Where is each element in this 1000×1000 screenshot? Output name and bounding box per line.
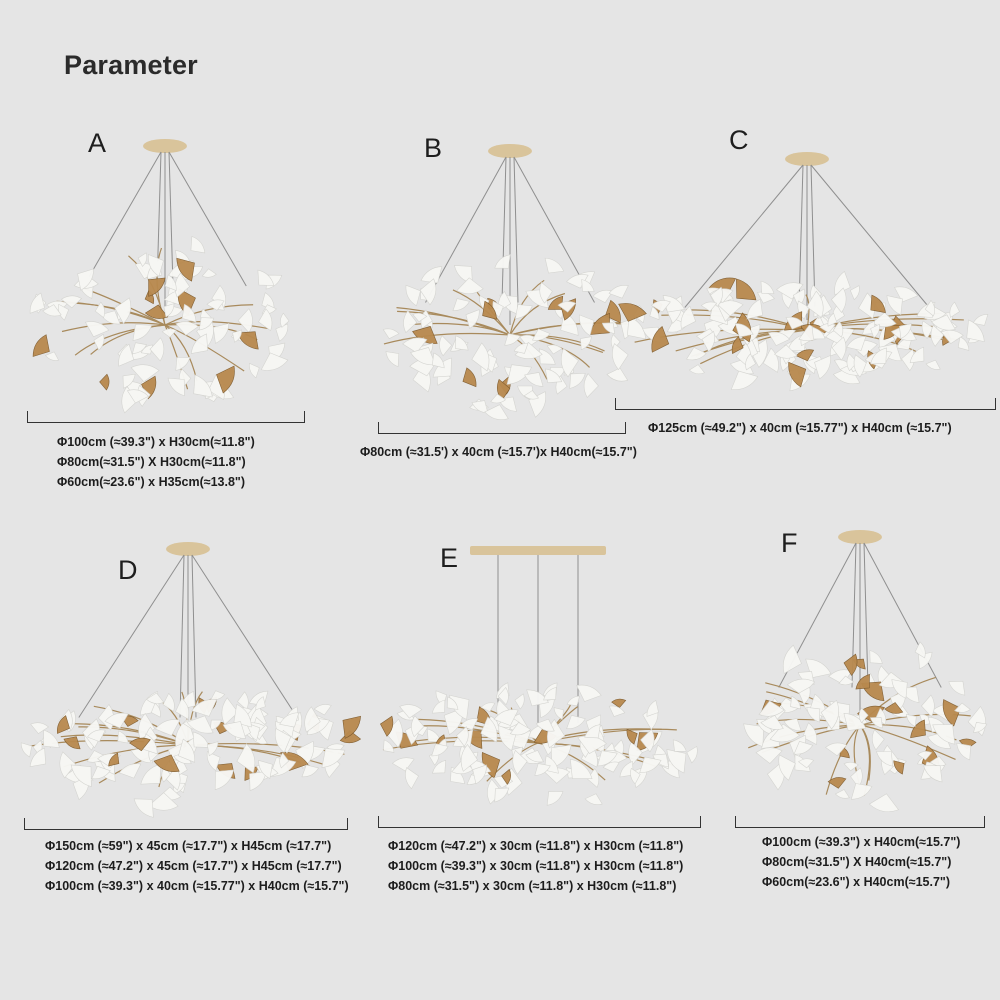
chandelier-f-image — [725, 525, 995, 810]
white-leaf — [439, 335, 452, 356]
dimension-bracket-b — [378, 422, 626, 434]
canopy-plate — [488, 144, 532, 158]
spec-line: Φ100cm (≈39.3") x 30cm (≈11.8") x H30cm (≈11.8") — [388, 859, 684, 873]
spec-list-a — [57, 432, 255, 492]
white-leaf — [562, 710, 587, 731]
white-leaf — [162, 328, 177, 338]
white-leaf — [689, 363, 706, 375]
spec-list-c — [648, 418, 952, 438]
spec-list-b — [360, 442, 637, 462]
canopy-plate — [785, 152, 829, 166]
white-leaf — [150, 338, 164, 361]
spec-list-f — [762, 832, 960, 892]
white-leaf — [541, 784, 565, 807]
white-leaf — [469, 342, 491, 373]
spec-line: Φ60cm(≈23.6") x H35cm(≈13.8") — [57, 475, 246, 489]
white-leaf — [948, 301, 961, 319]
spec-line: Φ100cm (≈39.3") x 40cm (≈15.77") x H40cm (≈15.7") — [45, 879, 349, 893]
gold-leaf — [335, 709, 364, 740]
spec-line: Φ150cm (≈59") x 45cm (≈17.7") x H45cm (≈17.7") — [45, 839, 332, 853]
white-leaf — [835, 788, 851, 800]
spec-line: Φ100cm (≈39.3") x H40cm(≈15.7") — [762, 835, 961, 849]
white-leaf — [384, 346, 405, 368]
variant-letter-c: C — [729, 125, 749, 155]
chandelier-b-image — [370, 130, 650, 420]
chandelier-d-image — [18, 535, 358, 810]
canopy-plate — [838, 530, 882, 544]
spec-line: Φ120cm (≈47.2") x 30cm (≈11.8") x H30cm (≈11.8") — [388, 839, 684, 853]
spec-line: Φ60cm(≈23.6") x H40cm(≈15.7") — [762, 875, 951, 889]
white-leaf — [137, 689, 169, 723]
dimension-bracket-f — [735, 816, 985, 828]
white-leaf — [456, 277, 484, 295]
white-leaf — [314, 703, 333, 717]
white-leaf — [381, 327, 399, 341]
chandelier-e-image — [368, 538, 708, 808]
variant-letter-d: D — [118, 555, 138, 585]
white-leaf — [247, 360, 262, 378]
white-leaf — [19, 739, 36, 758]
spec-line: Φ80cm (≈31.5') x 40cm (≈15.7')x H40cm(≈15.7") — [360, 445, 637, 459]
white-leaf — [113, 729, 130, 747]
spec-line: Φ80cm(≈31.5") X H30cm(≈11.8") — [57, 455, 246, 469]
white-leaf — [175, 320, 199, 336]
white-leaf — [201, 268, 216, 278]
canopy-bar — [470, 546, 606, 555]
dimension-bracket-d — [24, 818, 348, 830]
white-leaf — [392, 756, 416, 773]
variant-letter-e: E — [440, 543, 459, 573]
white-leaf — [118, 761, 145, 783]
dimension-bracket-c — [615, 398, 996, 410]
white-leaf — [94, 302, 106, 319]
spec-list-e — [388, 836, 683, 896]
dimension-bracket-e — [378, 816, 701, 828]
page-title: Parameter — [64, 50, 198, 80]
white-leaf — [238, 309, 252, 333]
white-leaf — [539, 255, 565, 279]
white-leaf — [449, 294, 471, 313]
white-leaf — [184, 234, 207, 258]
white-leaf — [925, 358, 942, 372]
gold-leaf — [99, 374, 109, 390]
white-leaf — [872, 729, 885, 750]
white-leaf — [869, 791, 902, 814]
spec-line: Φ125cm (≈49.2") x 40cm (≈15.77") x H40cm (≈15.7") — [648, 421, 952, 435]
spec-line: Φ80cm(≈31.5") X H40cm(≈15.7") — [762, 855, 952, 869]
white-leaf — [584, 373, 599, 397]
variant-letter-a: A — [88, 128, 107, 158]
gold-leaf — [458, 366, 478, 390]
spec-line: Φ80cm (≈31.5") x 30cm (≈11.8") x H30cm (≈11.8") — [388, 879, 677, 893]
white-leaf — [947, 674, 971, 697]
chandelier-a-image — [20, 130, 310, 415]
variant-letter-f: F — [781, 528, 798, 558]
white-leaf — [165, 371, 192, 399]
white-leaf — [684, 744, 699, 764]
spec-line: Φ100cm (≈39.3") x H30cm(≈11.8") — [57, 435, 255, 449]
variant-letter-b: B — [424, 133, 443, 163]
white-leaf — [513, 693, 525, 710]
canopy-plate — [143, 139, 187, 153]
white-leaf — [921, 695, 934, 717]
white-leaf — [606, 704, 626, 720]
white-leaf — [584, 791, 604, 807]
spec-list-d — [45, 836, 349, 896]
white-leaf — [449, 334, 470, 356]
spec-line: Φ120cm (≈47.2") x 45cm (≈17.7") x H45cm (≈17.7") — [45, 859, 342, 873]
chandelier-c-image — [615, 145, 1000, 395]
canopy-plate — [166, 542, 210, 556]
dimension-bracket-a — [27, 411, 305, 423]
white-leaf — [403, 765, 421, 789]
white-leaf — [493, 252, 516, 275]
